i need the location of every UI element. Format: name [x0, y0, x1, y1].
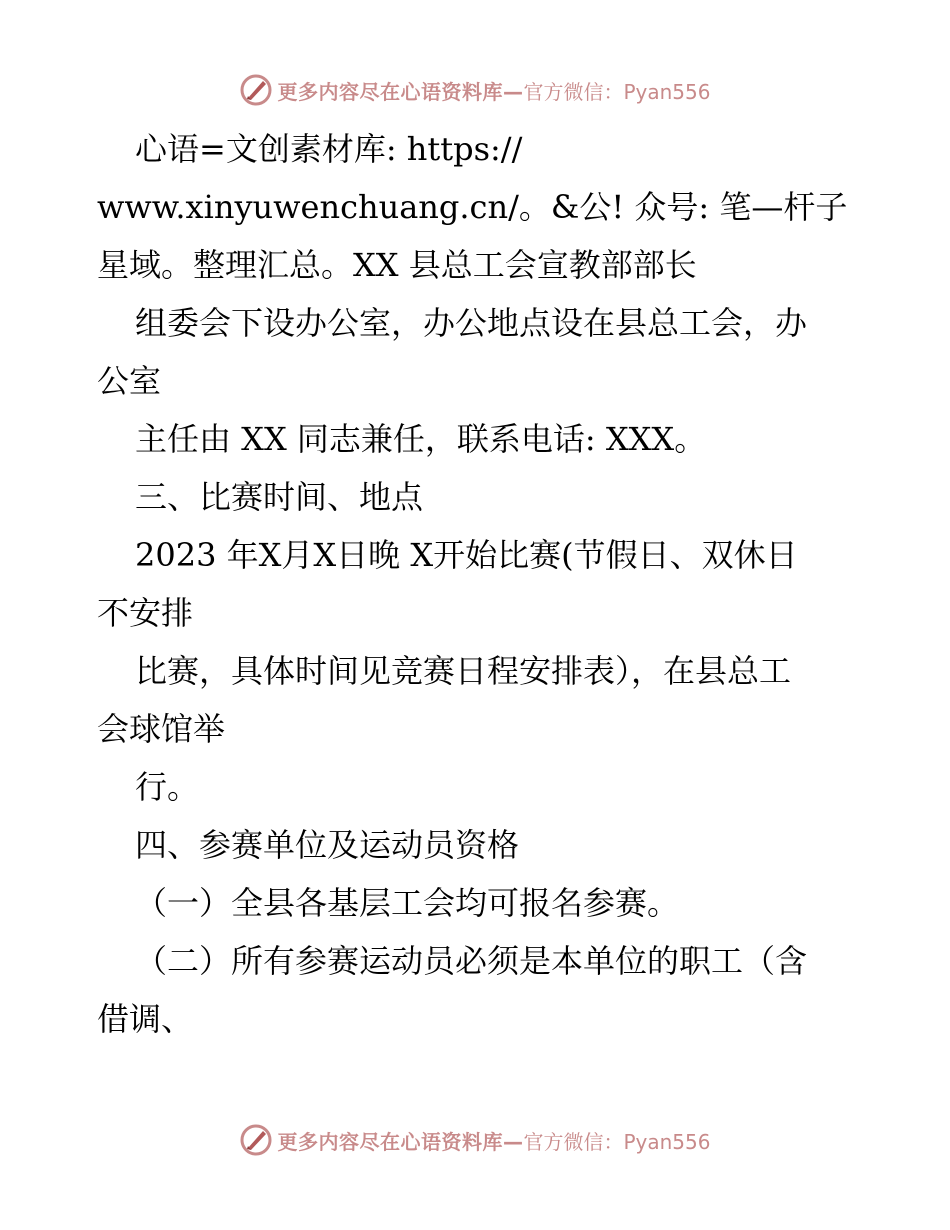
- body-line: 星域。整理汇总。XX 县总工会宣教部部长: [97, 246, 697, 284]
- body-line: 心语=文创素材库: https://: [135, 130, 523, 168]
- body-line: 2023 年X月X日晚 X开始比赛(节假日、双休日: [135, 536, 798, 574]
- section-heading: 三、比赛时间、地点: [135, 478, 424, 516]
- header-watermark-suffix: 官方微信：Pyan556: [523, 79, 711, 104]
- footer-watermark-suffix: 官方微信：Pyan556: [523, 1129, 711, 1154]
- body-line: 公室: [97, 362, 162, 400]
- body-line: （二）所有参赛运动员必须是本单位的职工（含: [135, 942, 808, 980]
- body-line: 组委会下设办公室，办公地点设在县总工会，办: [135, 304, 808, 342]
- body-line: www.xinyuwenchuang.cn/。&公! 众号: 笔—杆子: [97, 188, 848, 226]
- header-watermark: [0, 70, 950, 110]
- section-heading: 四、参赛单位及运动员资格: [135, 826, 520, 864]
- body-line: 比赛，具体时间见竞赛日程安排表），在县总工: [135, 652, 792, 690]
- body-line: 不安排: [97, 594, 194, 632]
- document-body: [97, 120, 857, 1048]
- quill-logo-icon: [239, 1123, 273, 1157]
- quill-logo-icon: [239, 73, 273, 107]
- body-line: 主任由 XX 同志兼任，联系电话: XXX。: [135, 420, 707, 458]
- footer-watermark: [0, 1120, 950, 1160]
- footer-watermark-text: 更多内容尽在心语资料库—: [277, 1129, 524, 1154]
- body-line: 借调、: [97, 1000, 194, 1038]
- body-line: （一）全县各基层工会均可报名参赛。: [135, 884, 680, 922]
- header-watermark-text: 更多内容尽在心语资料库—: [277, 79, 524, 104]
- body-line: 会球馆举: [97, 710, 226, 748]
- body-line: 行。: [135, 768, 200, 806]
